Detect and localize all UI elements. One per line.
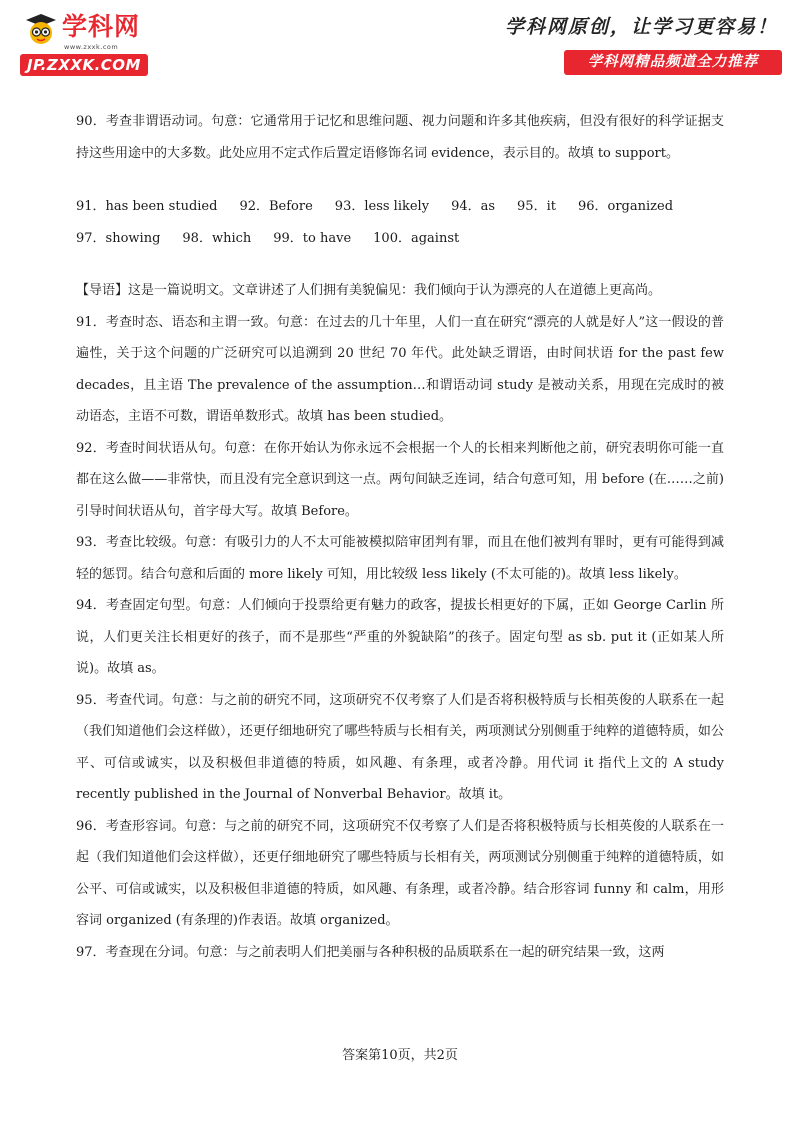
answer-item: 97．showing <box>76 231 161 246</box>
answer-item: 100．against <box>373 231 460 246</box>
logo-text: 学科网 <box>62 12 141 41</box>
answer-item: 96．organized <box>577 199 674 214</box>
spacer <box>76 255 724 275</box>
explanation-94: 94．考查固定句型。句意：人们倾向于投票给更有魅力的政客，提拔长相更好的下属，正如 George Carlin 所说，人们更关注长相更好的孩子，而不是那些“严重的外貌缺陷”的孩子。固定句型 as sb. put it (正如某人所说)。故填 as。 <box>76 598 724 676</box>
explanation-95: 95．考查代词。句意：与之前的研究不同，这项研究不仅考察了人们是否将积极特质与长相英俊的人联系在一起（我们知道他们会这样做），还更仔细地研究了哪些特质与长相有关，两项测试分别侧重于纯粹的道德特质，如公平、可信或诚实，以及积极但非道德的特质，如风趣、有条理，或者冷静。用代词 it 指代上文的 A study recently published in the Journal of Nonverbal Behavior。故填 it。 <box>76 692 724 802</box>
answer-item: 99．to have <box>273 231 352 246</box>
answer-item: 91．has been studied <box>76 199 218 214</box>
answer-item: 92．Before <box>239 199 313 214</box>
page-footer: 答案第10页，共2页 <box>342 1048 458 1063</box>
explanation-91: 91．考查时态、语态和主谓一致。句意：在过去的几十年里，人们一直在研究“漂亮的人就是好人”这一假设的普遍性，关于这个问题的广泛研究可以追溯到 20 世纪 70 年代。此处缺乏谓语，由时间状语 for the past few decades，且主语 The prevalence of the assumption…和谓语动词 study 是被动关系，用现在完成时的被动语态，主语不可数，谓语单数形式。故填 has been studied。 <box>76 314 724 424</box>
page-header <box>0 0 800 90</box>
zxxk-logo[interactable] <box>20 12 150 76</box>
logo-url: www.zxxk.com <box>64 43 119 51</box>
explanation-96: 96．考查形容词。句意：与之前的研究不同，这项研究不仅考察了人们是否将积极特质与长相英俊的人联系在一起（我们知道他们会这样做），还更仔细地研究了哪些特质与长相有关，两项测试分别侧重于纯粹的道德特质，如公平、可信或诚实，以及积极但非道德的特质，如风趣、有条理，或者冷静。结合形容词 funny 和 calm，用形容词 organized (有条理的)作表语。故填 organized。 <box>76 818 724 928</box>
logo-jp-badge: JP.ZXXK.COM <box>20 54 148 76</box>
answer-content <box>76 106 724 968</box>
owl-mascot-icon <box>24 12 58 46</box>
recommend-banner[interactable]: 学科网精品频道全力推荐 <box>564 50 782 75</box>
explanation-92: 92．考查时间状语从句。句意：在你开始认为你永远不会根据一个人的长相来判断他之前，研究表明你可能一直都在这么做——非常快，而且没有完全意识到这一点。两句间缺乏连词，结合句意可知，用 before (在……之前)引导时间状语从句，首字母大写。故填 Before。 <box>76 440 724 519</box>
answer-item: 94．as <box>451 199 496 214</box>
explanation-93: 93．考查比较级。句意：有吸引力的人不太可能被模拟陪审团判有罪，而且在他们被判有罪时，更有可能得到减轻的惩罚。结合句意和后面的 more likely 可知，用比较级 less likely (不太可能的)。故填 less likely。 <box>76 535 724 582</box>
answer-item: 95．it <box>517 199 556 214</box>
answer-item: 98．which <box>182 231 252 246</box>
explanation-90: 90．考查非谓语动词。句意：它通常用于记忆和思维问题、视力问题和许多其他疾病，但没有很好的科学证据支持这些用途中的大多数。此处应用不定式作后置定语修饰名词 evidence，表示目的。故填 to support。 <box>76 114 724 161</box>
spacer <box>76 169 724 191</box>
answer-key <box>76 191 724 255</box>
passage-intro: 【导语】这是一篇说明文。文章讲述了人们拥有美貌偏见：我们倾向于认为漂亮的人在道德上更高尚。 <box>76 283 662 298</box>
explanation-97: 97．考查现在分词。句意：与之前表明人们把美丽与各种积极的品质联系在一起的研究结果一致，这两 <box>76 944 665 960</box>
header-slogan: 学科网原创，让学习更容易！ <box>504 16 778 38</box>
answer-item: 93．less likely <box>334 199 430 214</box>
